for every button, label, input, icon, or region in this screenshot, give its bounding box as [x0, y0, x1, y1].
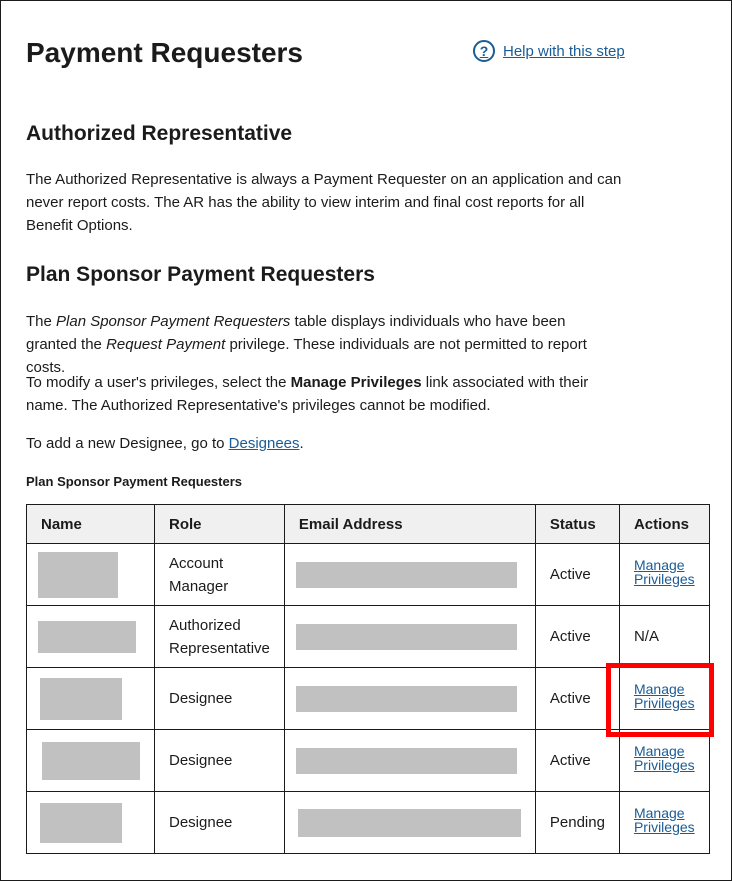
header-actions: Actions — [619, 505, 709, 544]
table-row — [27, 792, 710, 854]
manage-privileges-link[interactable]: Manage Privileges — [633, 743, 695, 773]
header-role: Role — [155, 505, 285, 544]
name-cell — [27, 730, 155, 792]
redacted-name — [40, 678, 122, 720]
redacted-name — [40, 803, 122, 843]
manage-privileges-link[interactable]: Manage Privileges — [633, 557, 695, 587]
modify-instructions: To modify a user's privileges, select the Manage Privileges link associated with their name. The Authorized Representative's privileges cannot be modified. — [26, 374, 589, 414]
role-cell: Authorized Representative — [155, 606, 285, 668]
ar-description: The Authorized Representative is always a Payment Requester on an application and can never report costs. The AR has the ability to view interim and final cost reports for all Benefit Options. — [26, 171, 622, 234]
table-row — [27, 544, 710, 606]
table-row — [27, 606, 710, 668]
table-row — [27, 730, 710, 792]
role-cell: Account Manager — [155, 544, 285, 606]
actions-cell — [619, 730, 709, 792]
redacted-email — [298, 809, 521, 837]
redacted-email — [296, 748, 517, 774]
manage-privileges-link[interactable]: Manage Privileges — [633, 805, 695, 835]
redacted-name — [38, 552, 118, 598]
table-header-row — [27, 505, 710, 544]
status-cell: Active — [535, 668, 619, 730]
redacted-name — [42, 742, 140, 780]
header-status: Status — [535, 505, 619, 544]
page-title: Payment Requesters — [26, 37, 304, 68]
status-cell: Active — [535, 544, 619, 606]
role-cell: Designee — [155, 730, 285, 792]
email-cell — [284, 544, 535, 606]
actions-cell: N/A — [619, 606, 709, 668]
name-cell — [27, 544, 155, 606]
status-cell: Active — [535, 606, 619, 668]
email-cell — [284, 792, 535, 854]
table-caption: Plan Sponsor Payment Requesters — [26, 474, 243, 489]
ps-heading: Plan Sponsor Payment Requesters — [26, 263, 375, 286]
status-cell: Active — [535, 730, 619, 792]
redacted-email — [296, 624, 517, 650]
status-cell: Pending — [535, 792, 619, 854]
redacted-email — [296, 686, 517, 712]
manage-privileges-link[interactable]: Manage Privileges — [633, 681, 695, 711]
email-cell — [284, 606, 535, 668]
designees-link[interactable]: Designees — [228, 435, 300, 452]
role-cell: Designee — [155, 668, 285, 730]
help-link[interactable] — [473, 40, 625, 62]
actions-cell — [619, 544, 709, 606]
email-cell — [284, 668, 535, 730]
ar-heading: Authorized Representative — [26, 122, 293, 145]
header-name: Name — [27, 505, 155, 544]
email-cell — [284, 730, 535, 792]
header-email: Email Address — [284, 505, 535, 544]
redacted-name — [38, 621, 136, 653]
redacted-email — [296, 562, 517, 588]
name-cell — [27, 606, 155, 668]
role-cell: Designee — [155, 792, 285, 854]
actions-cell — [619, 792, 709, 854]
add-designee-instructions: To add a new Designee, go to Designees. — [26, 435, 304, 452]
help-link-label: Help with this step — [503, 42, 625, 60]
name-cell — [27, 792, 155, 854]
ps-description: The Plan Sponsor Payment Requesters table displays individuals who have been granted the Request Payment privilege. These individuals are not permitted to report costs. — [26, 313, 587, 376]
highlight-box — [606, 663, 714, 737]
name-cell — [27, 668, 155, 730]
question-circle-icon: ? — [473, 40, 495, 62]
